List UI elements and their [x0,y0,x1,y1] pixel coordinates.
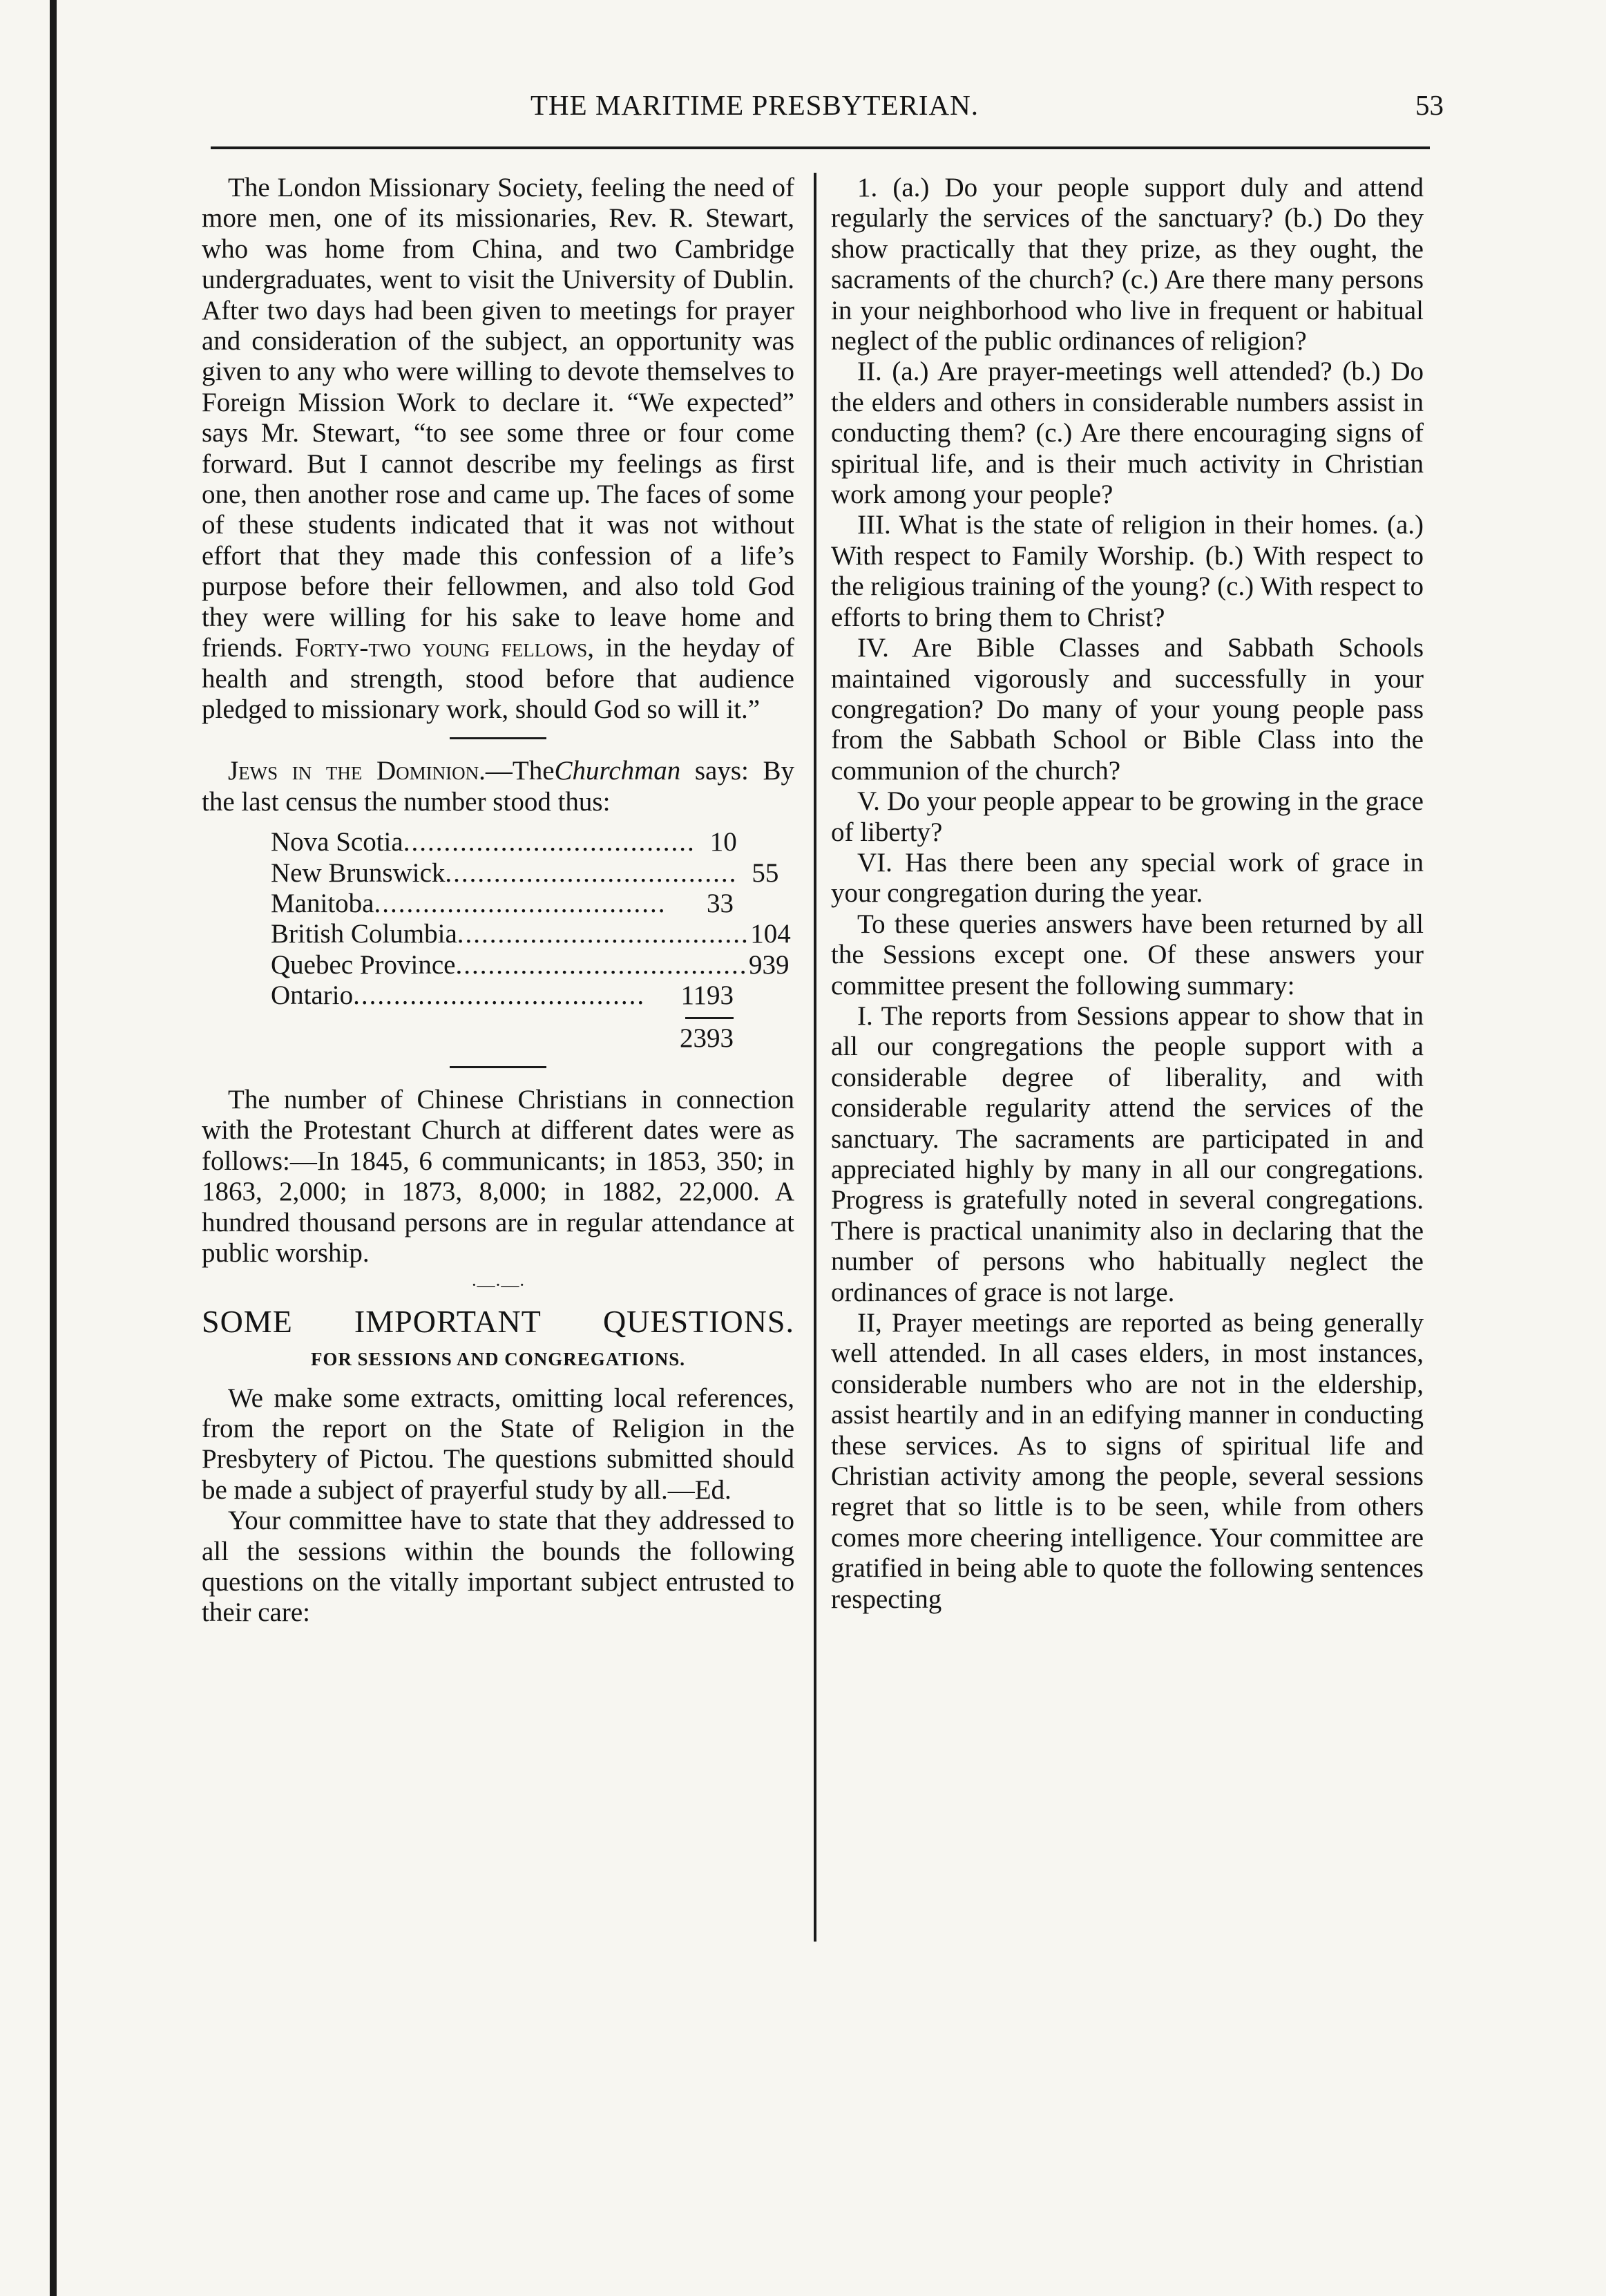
forty-two-young-fellows: Forty-two young fellows, [294,633,595,663]
right-column [831,173,1424,1615]
census-row: New Brunswick .................................... 55 [271,857,779,888]
question-1: 1. (a.) Do your people support duly and attend regularly the services of the sanctuary? (b.) Do they show practically that they prize, as they ought, the sacraments of the church? (c.) Are there many persons in your neighborhood who live in frequent or habitual neglect of the public ordinances of religion? [831,173,1424,357]
leader-dots: .................................... [445,857,738,888]
churchman-title: Churchman [554,756,681,786]
page-binding-edge [50,0,57,2296]
summary-paragraph-1: I. The reports from Sessions appear to show that in all our congregations the people support with a considerable degree of liberality, and with considerable regularity attend the services of the sanctuary. The sacraments are participated in and appreciated highly by many in all our congregations. Progress is gratefully noted in several congregations. There is practical unanimity also in declaring that the number of persons who habitually neglect the ordinances of grace is not large. [831,1000,1424,1307]
question-4: IV. Are Bible Classes and Sabbath Schools maintained vigorously and successfully in your congregation? Do many of your young people pass from the Sabbath School or Bible Class into the communion of the church? [831,633,1424,786]
leader-dots: .................................... [403,827,696,857]
census-table [271,827,791,1054]
jews-paragraph: Jews in the Dominion.—TheChurchman says: By the last census the number stood thus: [202,756,795,817]
page-header [228,88,1444,137]
running-head: THE MARITIME PRESBYTERIAN. [530,89,979,121]
section-title: SOME IMPORTANT QUESTIONS. [202,1303,794,1339]
question-5: V. Do your people appear to be growing in the grace of liberty? [831,786,1424,847]
section-divider [450,737,546,739]
sum-rule [685,1017,734,1019]
census-row: British Columbia .................................... 104 [271,919,791,949]
leader-dots: .................................... [353,980,646,1011]
jews-heading: Jews in the Dominion. [228,756,486,786]
summary-paragraph-2: II, Prayer meetings are reported as being generally well attended. In all cases elders, in most instances, considerable numbers who are not in the eldership, assist heartily and in an edifying manner in conducting these services. As to signs of spiritual life and Christian activity among the people, several sessions regret that so little is to be seen, while from others comes more cheering intelligence. Your committee are gratified in being able to quote the following sentences respecting [831,1308,1424,1614]
column-divider [814,173,816,1942]
leader-dots: .................................... [374,888,667,918]
question-6: VI. Has there been any special work of grace in your congregation during the year. [831,847,1424,909]
answers-paragraph: To these queries answers have been returned by all the Sessions except one. Of these answers your committee present the following summary: [831,909,1424,1000]
leader-dots: .................................... [455,949,748,980]
ornament-divider: ·—·—· [471,1275,525,1296]
lms-paragraph: The London Missionary Society, feeling the need of more men, one of its missionaries, Rev. R. Stewart, who was home from China, and two Cambridge undergraduates, went to visit the University of Dublin. After two days had been given to meetings for prayer and consideration of the subject, an opportunity was given to any who were willing to devote themselves to Foreign Mission Work to declare it. “We expected” says Mr. Stewart, “to see some three or four come forward. But I cannot describe my feelings as first one, then another rose and came up. The faces of some of these students indicated that it was not without effort that they made this confession of a life’s purpose before their fellowmen, and also told God they were willing for his sake to leave home and friends. Forty-two young fellows, in the heyday of health and strength, stood before that audience pledged to missionary work, should God so will it.” [202,173,795,724]
left-column [202,173,794,1629]
section-subtitle: FOR SESSIONS AND CONGREGATIONS. [310,1349,686,1370]
committee-paragraph: Your committee have to state that they addressed to all the sessions within the bounds the following questions on the vitally important subject entrusted to their care: [202,1506,794,1628]
section-divider [450,1066,546,1068]
question-3: III. What is the state of religion in their homes. (a.) With respect to Family Worship. (b.) With respect to the religious training of the young? (c.) With respect to efforts to bring them to Christ? [831,510,1424,632]
page-number: 53 [1415,89,1444,121]
census-row: Ontario .................................... 1193 [271,980,734,1011]
census-row: Nova Scotia .................................... 10 [271,827,737,857]
census-row: Quebec Province .................................... 939 [271,949,790,980]
extracts-paragraph: We make some extracts, omitting local references, from the report on the State of Religion in the Presbytery of Pictou. The questions submitted should be made a subject of prayerful study by all.—Ed. [202,1383,794,1505]
census-row: Manitoba .................................... 33 [271,888,734,918]
chinese-christians-paragraph: The number of Chinese Christians in connection with the Protestant Church at different dates were as follows:—In 1845, 6 communicants; in 1853, 350; in 1863, 2,000; in 1873, 8,000; in 1882, 22,000. A hundred thousand persons are in regular attendance at public worship. [202,1084,794,1268]
census-total: 2393 [680,1023,734,1053]
leader-dots: .................................... [457,919,749,949]
question-2: II. (a.) Are prayer-meetings well attended? (b.) Do the elders and others in considerable numbers assist in conducting them? (c.) Are there encouraging signs of spiritual life, and is their much activity in Christian work among your people? [831,357,1424,510]
header-rule [211,146,1430,149]
